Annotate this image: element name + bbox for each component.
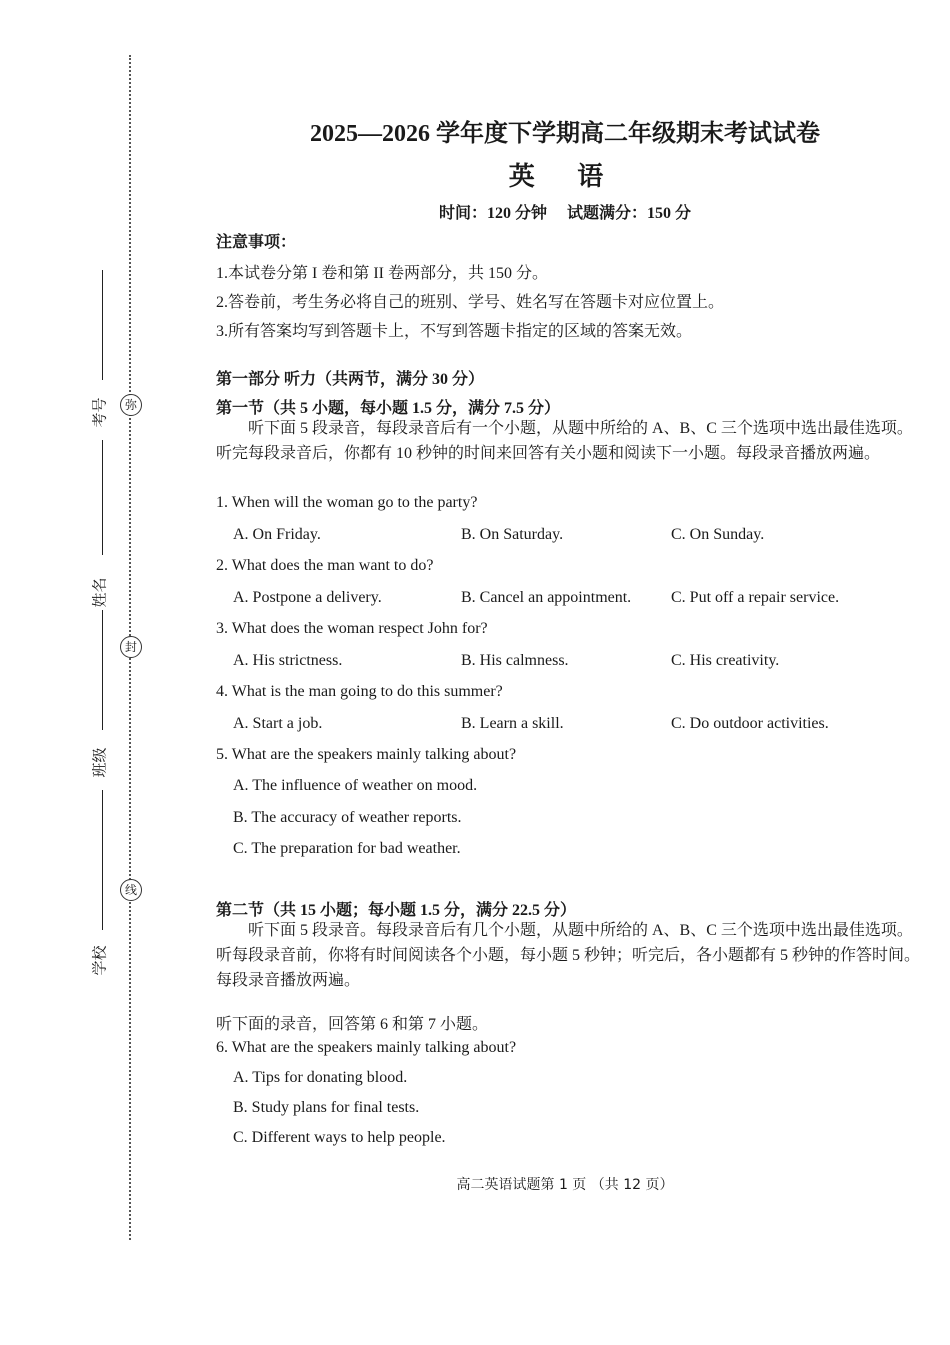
option-c: C. Put off a repair service. — [671, 589, 840, 606]
option-a: A. Postpone a delivery. — [233, 589, 382, 606]
question-stem: 3. What does the woman respect John for? — [216, 620, 488, 637]
option-b: B. Study plans for final tests. — [233, 1099, 420, 1116]
notice-item: 1.本试卷分第 I 卷和第 II 卷两部分，共 150 分。 — [216, 265, 548, 282]
option-a: A. Tips for donating blood. — [233, 1069, 408, 1086]
school-label: 学校 — [90, 945, 109, 976]
option-a: A. The influence of weather on mood. — [233, 777, 478, 794]
exam-score: 试题满分：150 分 — [567, 205, 692, 222]
name-blank-line — [102, 440, 103, 555]
option-c: C. Do outdoor activities. — [671, 715, 829, 732]
subject-title: 英 语 — [508, 162, 622, 191]
option-c: C. On Sunday. — [671, 526, 765, 543]
part-heading: 第一部分 听力（共两节，满分 30 分） — [216, 371, 485, 388]
section-instructions: 听下面 5 段录音，每段录音后有一个小题，从题中所给的 A、B、C 三个选项中选出最佳选项。听完每段录音后，你都有 10 秒钟的时间来回答有关小题和阅读下一小题。每段录音播放两遍。 — [216, 420, 913, 462]
question-stem: 6. What are the speakers mainly talking about? — [216, 1039, 517, 1056]
option-b: B. His calmness. — [461, 652, 569, 669]
option-b: B. The accuracy of weather reports. — [233, 809, 462, 826]
notice-item: 2.答卷前，考生务必将自己的班别、学号、姓名写在答题卡对应位置上。 — [216, 294, 725, 311]
option-a: A. His strictness. — [233, 652, 343, 669]
exam-time: 时间：120 分钟 — [438, 205, 547, 222]
option-c: C. Different ways to help people. — [233, 1129, 446, 1146]
question-stem: 4. What is the man going to do this summer? — [216, 683, 503, 700]
seal-char-mi: 弥 — [120, 394, 142, 416]
seal-char-xian: 线 — [120, 879, 142, 901]
exam-number-label: 考号 — [90, 397, 109, 428]
school-blank-line — [102, 790, 103, 930]
option-b: B. On Saturday. — [461, 526, 564, 543]
section-heading: 第二节（共 15 小题；每小题 1.5 分，满分 22.5 分） — [216, 902, 577, 919]
exam-number-blank-line — [102, 270, 103, 380]
question-stem: 5. What are the speakers mainly talking about? — [216, 746, 517, 763]
option-b: B. Learn a skill. — [461, 715, 564, 732]
section-heading: 第一节（共 5 小题，每小题 1.5 分，满分 7.5 分） — [216, 400, 561, 417]
option-c: C. His creativity. — [671, 652, 780, 669]
question-stem: 2. What does the man want to do? — [216, 557, 434, 574]
name-label: 姓名 — [90, 577, 109, 608]
class-blank-line — [102, 610, 103, 730]
option-a: A. On Friday. — [233, 526, 321, 543]
seal-char-feng: 封 — [120, 636, 142, 658]
notice-item: 3.所有答案均写到答题卡上，不写到答题卡指定的区域的答案无效。 — [216, 323, 693, 340]
class-label: 班级 — [90, 747, 109, 778]
page-footer: 高二英语试题第 1 页 （共 12 页） — [456, 1177, 674, 1193]
exam-meta — [0, 200, 950, 223]
exam-title: 2025—2026 学年度下学期高二年级期末考试试卷 — [310, 121, 820, 147]
option-a: A. Start a job. — [233, 715, 323, 732]
question-stem: 1. When will the woman go to the party? — [216, 494, 478, 511]
option-c: C. The preparation for bad weather. — [233, 840, 461, 857]
section-instructions: 听下面 5 段录音。每段录音后有几个小题，从题中所给的 A、B、C 三个选项中选出最佳选项。听每段录音前，你将有时间阅读各个小题，每小题 5 秒钟；听完后，各小题都有 5 秒钟的作答时间。每段录音播放两遍。 — [216, 922, 921, 989]
listening-lead: 听下面的录音，回答第 6 和第 7 小题。 — [216, 1016, 489, 1033]
option-b: B. Cancel an appointment. — [461, 589, 632, 606]
notice-heading: 注意事项： — [216, 234, 297, 251]
